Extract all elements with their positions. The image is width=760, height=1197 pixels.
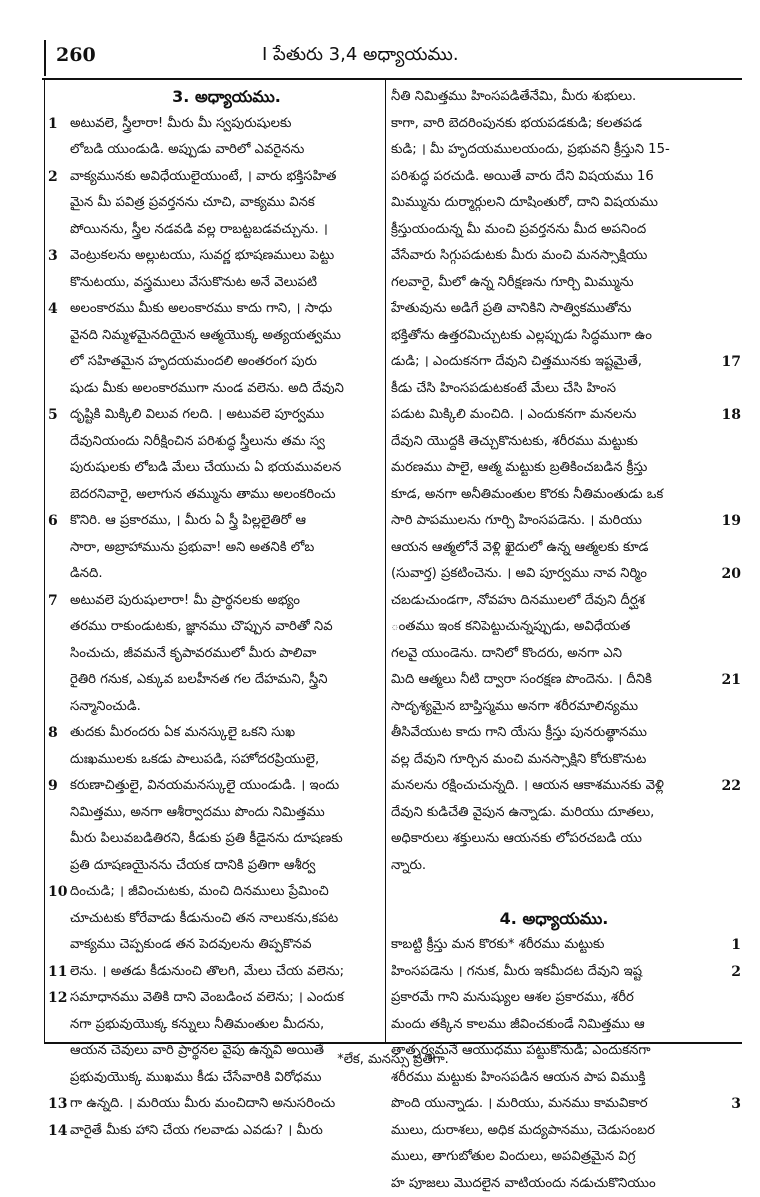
text-line (48, 190, 383, 217)
line-text: డినది. (70, 566, 103, 581)
text-line (391, 296, 741, 323)
text-line (391, 667, 741, 694)
text-line (48, 535, 383, 562)
text-line (391, 535, 741, 562)
line-text: సమాధానము వెతికి దాని వెంబడించ వలెను; । ఎందుక (70, 990, 344, 1005)
left-column (48, 84, 383, 1144)
line-text: షుడు మీకు అలంకారముగా నుండ వలెను. అది దేవుని (70, 381, 344, 396)
text-line (391, 853, 741, 880)
text-line (391, 773, 741, 800)
line-text: ప్రకారమే గాని మనుష్యుల ఆశల ప్రకారము, శరీర (391, 990, 634, 1005)
text-line (48, 906, 383, 933)
verse-number: 20 (722, 561, 741, 588)
text-line (391, 137, 741, 164)
text-line (48, 402, 383, 429)
text-line (48, 111, 383, 138)
chapter-heading (48, 84, 383, 111)
text-line (48, 270, 383, 297)
line-text: నిమిత్తము, అనగా ఆశీర్వాదము పొందు నిమిత్తము (70, 805, 325, 820)
line-text: చూచుటకు కోరేవాడు కీడునుంచి తన నాలుకను,కపట (70, 911, 338, 926)
line-text: తరము రాకుండుటకు, జ్ఞానము చొప్పున వారితో నివ (70, 619, 333, 634)
line-text: ప్రతి దూషణయైనను చేయక దానికి ప్రతిగా ఆశీర్వ (70, 858, 315, 873)
line-text: దృష్టికి మిక్కిలి విలువ గలది. । అటువలె పూర్వము (70, 407, 324, 422)
verse-number: 9 (48, 773, 58, 800)
line-text: ఆయన చెవులు వారి ప్రార్థనల వైపు ఉన్నవి అయితే (70, 1043, 324, 1058)
text-line (48, 720, 383, 747)
verse-number: 7 (48, 588, 58, 615)
text-line (391, 482, 741, 509)
text-line (391, 217, 741, 244)
line-text: తీసివేయుట కాదు గాని యేసు క్రీస్తు పునరుత్థానము (391, 725, 647, 740)
text-line (391, 747, 741, 774)
line-text: లో సహితమైన హృదయమందలి అంతరంగ పురు (70, 354, 317, 369)
line-text: మైన మీ పవిత్ర ప్రవర్తనను చూచి, వాక్యము వినక (70, 195, 315, 210)
text-line (48, 932, 383, 959)
line-text: నగా ప్రభువుయొక్క కన్నులు నీతిమంతుల మీదను, (70, 1017, 324, 1032)
line-text: శరీరము మట్టుకు హింసపడిన ఆయన పాప విముక్తి (391, 1070, 645, 1085)
line-text: కూడ, అనగా అనీతిమంతుల కొరకు నీతిమంతుడు ఒక (391, 487, 663, 502)
line-text: అటువలె పురుషులారా! మీ ప్రార్థనలకు అభ్యం (70, 593, 300, 608)
text-line (391, 323, 741, 350)
column-divider (385, 80, 386, 1042)
line-text: ప్రభువుయొక్క ముఖము కీడు చేసేవారికి విరోధము (70, 1070, 321, 1085)
line-text: లోబడి యుండుడి. అప్పుడు వారిలో ఎవరైనను (70, 142, 304, 157)
text-line (48, 959, 383, 986)
text-line (391, 164, 741, 191)
text-line (48, 1012, 383, 1039)
text-line (48, 694, 383, 721)
text-line (391, 508, 741, 535)
text-line (391, 959, 741, 986)
verse-number: 13 (48, 1091, 67, 1118)
line-text: సించుచు, జీవమనే కృపావరములో మీరు పాలివా (70, 646, 316, 661)
text-line (48, 455, 383, 482)
line-text: కుడి; । మీ హృదయములయందు, ప్రభువని క్రీస్తుని 15- (391, 142, 670, 157)
text-line (391, 243, 741, 270)
line-text: ఆయన ఆత్మలోనే వెళ్లి ఖైదులో ఉన్న ఆత్మలకు కూడ (391, 540, 648, 555)
text-line (391, 84, 741, 111)
line-text: బెదరనివారై, అలాగున తమ్మును తాము అలంకరించు (70, 487, 336, 502)
text-line (48, 323, 383, 350)
line-text: గా ఉన్నది. । మరియు మీరు మంచిదాని అనుసరించు (70, 1096, 335, 1111)
text-line (391, 1144, 741, 1171)
line-text: గలవారై, మీలో ఉన్న నిరీక్షణను గూర్చి మిమ్మును (391, 275, 634, 290)
page-header (42, 38, 732, 74)
chapter-heading (391, 906, 741, 933)
text-line (391, 455, 741, 482)
text-line (391, 1118, 741, 1145)
line-text: న్నారు. (391, 858, 426, 873)
verse-number: 11 (48, 959, 67, 986)
text-line (48, 164, 383, 191)
verse-number: 18 (722, 402, 741, 429)
text-line (48, 217, 383, 244)
line-text: నీతి నిమిత్తము హింసపడితేనేమి, మీరు శుభులు. (391, 89, 636, 104)
line-text: దుఃఖములకు ఒకడు పాలుపడి, సహోదరప్రియులై, (70, 752, 319, 767)
line-text: తుదకు మీరందరు ఏక మనస్కులై ఒకని సుఖ (70, 725, 295, 740)
text-line (391, 588, 741, 615)
verse-number: 1 (48, 111, 58, 138)
line-text: మరణము పాలై, ఆత్మ మట్టుకు బ్రతికించబడిన క్రీస్తు (391, 460, 647, 475)
text-line (391, 429, 741, 456)
text-line (48, 1091, 383, 1118)
text-line (48, 747, 383, 774)
line-text: హేతువును అడిగే ప్రతి వానికిని సాత్వికముతోను (391, 301, 631, 316)
line-text: సన్మానించుడి. (70, 699, 141, 714)
line-text: దేవుని యొద్దకి తెచ్చుకొనుటకు, శరీరము మట్టుకు (391, 434, 638, 449)
text-line (391, 826, 741, 853)
line-text: అలంకారము మీకు అలంకారము కాదు గాని, । సాధు (70, 301, 332, 316)
text-line (48, 508, 383, 535)
line-text: పరిశుద్ధ పరచుడి. అయితే వారు దేని విషయము 16 (391, 169, 654, 184)
text-line (391, 402, 741, 429)
line-text: కాబట్టి క్రీస్తు మన కొరకు* శరీరము మట్టుకు (391, 937, 604, 952)
left-border-rule (44, 80, 45, 1042)
line-text: భక్తితోను ఉత్తరమిచ్చుటకు ఎల్లప్పుడు సిద్ధముగా ఉం (391, 328, 652, 343)
line-text: చబడుచుండగా, నోవహు దినములలో దేవుని దీర్ఘశ (391, 593, 645, 608)
text-line (391, 111, 741, 138)
verse-number: 12 (48, 985, 67, 1012)
line-text: వెంట్రుకలను అల్లుటయు, సువర్ణ భూషణములు పెట్టు (70, 248, 334, 263)
verse-number: 1 (731, 932, 741, 959)
line-text: ములు, దురాశలు, అధిక మద్యపానము, చెడుసంబర (391, 1123, 655, 1138)
line-text: కరుణాచిత్తులై, వినయమనస్కులై యుండుడి. । ఇందు (70, 778, 339, 793)
text-line (391, 879, 741, 906)
line-text: కొనిరి. ఆ ప్రకారము, । మీరు ఏ స్త్రీ పిల్లలైతిరో ఆ (70, 513, 306, 528)
text-line (48, 561, 383, 588)
text-line (48, 641, 383, 668)
verse-number: 2 (731, 959, 741, 986)
line-text: లెను. । అతడు కీడునుంచి తొలగి, మేలు చేయ వలెను; (70, 964, 344, 979)
text-line (48, 349, 383, 376)
text-line (391, 1171, 741, 1197)
line-text: వైనది నిమ్మళమైనదియైన ఆత్మయొక్క అత్యయత్వము (70, 328, 341, 343)
text-line (48, 985, 383, 1012)
line-text: పోయినను, స్త్రీల నడవడి వల్ల రాబట్టబడవచ్చును. । (70, 222, 328, 237)
text-line (48, 667, 383, 694)
verse-number: 17 (722, 349, 741, 376)
text-line (391, 376, 741, 403)
line-text: దేవుని కుడిచేతి వైపున ఉన్నాడు. మరియు దూతలు, (391, 805, 654, 820)
text-line (48, 773, 383, 800)
line-text: ములు, తాగుబోతుల విందులు, అపవిత్రమైన విగ్ర (391, 1149, 635, 1164)
line-text: కీడు చేసి హింసపడుటకంటే మేలు చేసి హింస (391, 381, 616, 396)
line-text: దించుడి; । జీవించుటకు, మంచి దినములు ప్రేమించి (70, 884, 329, 899)
verse-number: 10 (48, 879, 67, 906)
line-text: అధికారులు శక్తులును ఆయనకు లోపరచబడి యు (391, 831, 642, 846)
line-text: తాత్పర్యమనే ఆయుధము పట్టుకొనుడి; ఎందుకనగా (391, 1043, 650, 1058)
text-line (48, 482, 383, 509)
line-text: కాగా, వారి బెదరింపునకు భయపడకుడి; కలతపడ (391, 116, 642, 131)
text-line (48, 853, 383, 880)
text-line (391, 694, 741, 721)
right-column (391, 84, 741, 1197)
text-line (48, 800, 383, 827)
verse-number: 3 (48, 243, 58, 270)
line-text: మందు తక్కిన కాలము జీవించకుండే నిమిత్తము ఆ (391, 1017, 645, 1032)
text-line (391, 641, 741, 668)
line-text: సారి పాపములను గూర్చి హింసపడెను. । మరియు (391, 513, 642, 528)
text-line (391, 932, 741, 959)
text-line (391, 190, 741, 217)
verse-number: 2 (48, 164, 58, 191)
text-line (48, 588, 383, 615)
line-text: వేసేవారు సిగ్గుపడుటకు మీరు మంచి మనస్సాక్షియు (391, 248, 647, 263)
line-text: వారైతే మీకు హాని చేయ గలవాడు ఎవడు? । మీరు (70, 1123, 323, 1138)
footer-rule (44, 1042, 742, 1044)
verse-number: 6 (48, 508, 58, 535)
verse-number: 19 (722, 508, 741, 535)
footnote: *లేక, మనస్సు ప్రతిగా. (44, 1052, 742, 1070)
text-line (391, 720, 741, 747)
running-title: I పేతురు 3,4 అధ్యాయము. (262, 44, 459, 69)
line-text: గలవై యుండెను. దానిలో కొందరు, అనగా ఎని (391, 646, 622, 661)
line-text: సాదృశ్యమైన బాప్తిస్మము అనగా శరీరమాలిన్యము (391, 699, 638, 714)
line-text: 4. అధ్యాయము. (500, 909, 609, 928)
header-rule (42, 78, 742, 80)
line-text: అటువలె, స్త్రీలారా! మీరు మీ స్వపురుషులకు (70, 116, 291, 131)
line-text: (సువార్త) ప్రకటించెను. । అవి పూర్వము నావ నిర్మిం (391, 566, 647, 581)
line-text: రైతిరి గనుక, ఎక్కువ బలహీనత గల దేహమని, స్త్రీని (70, 672, 328, 687)
page-number: 260 (56, 44, 96, 66)
line-text: ంతము ఇంక కనిపెట్టుచున్నప్పుడు, అవిధేయత (391, 619, 630, 634)
text-line (48, 137, 383, 164)
text-line (48, 614, 383, 641)
line-text: మీరు పిలువబడితిరని, కీడుకు ప్రతి కీడైనను దూషణకు (70, 831, 343, 846)
line-text: పురుషులకు లోబడి మేలు చేయుచు ఏ భయమువలన (70, 460, 341, 475)
line-text: కొనుటయు, వస్త్రములు వేసుకొనుట అనే వెలుపటి (70, 275, 317, 290)
text-line (48, 1118, 383, 1145)
verse-number: 14 (48, 1118, 67, 1145)
verse-number: 3 (731, 1091, 741, 1118)
verse-number: 8 (48, 720, 58, 747)
text-line (391, 1012, 741, 1039)
line-text: మనలను రక్షించుచున్నది. । ఆయన ఆకాశమునకు వెళ్లి (391, 778, 664, 793)
line-text: మిది ఆత్మలు నీటి ద్వారా సంరక్షణ పొందెను. । దీనికి (391, 672, 652, 687)
text-line (391, 561, 741, 588)
text-line (48, 826, 383, 853)
text-line (391, 349, 741, 376)
verse-number: 21 (722, 667, 741, 694)
line-text: పడుట మిక్కిలి మంచిది. । ఎందుకనగా మనలను (391, 407, 636, 422)
line-text: సారా, అబ్రాహామును ప్రభువా! అని అతనికి లోబ (70, 540, 314, 555)
verse-number: 5 (48, 402, 58, 429)
line-text: క్రీస్తుయందున్న మీ మంచి ప్రవర్తనను మీద అపనింద (391, 222, 646, 237)
line-text: హ పూజలు మొదలైన వాటియందు నడుచుకొనియుం (391, 1176, 656, 1191)
line-text: డుడి; । ఎందుకనగా దేవుని చిత్తమునకు ఇష్టమైతే, (391, 354, 642, 369)
line-text: వాక్యమునకు అవిధేయులైయుంటే, । వారు భక్తిసహిత (70, 169, 336, 184)
header-divider (44, 40, 46, 76)
text-line (48, 243, 383, 270)
text-line (391, 614, 741, 641)
line-text: వల్ల దేవుని గూర్చిన మంచి మనస్సాక్షిని కోరుకొనుట (391, 752, 646, 767)
line-text: వాక్యము చెప్పకుండ తన పెదవులను తిప్పకొనవ (70, 937, 311, 952)
text-line (391, 270, 741, 297)
text-line (48, 296, 383, 323)
line-text: మిమ్మును దుర్మార్గులని దూషింతురో, దాని విషయము (391, 195, 658, 210)
text-line (48, 376, 383, 403)
line-text: పొంది యున్నాడు. । మరియు, మనము కామవికార (391, 1096, 648, 1111)
text-line (48, 429, 383, 456)
text-line (391, 985, 741, 1012)
text-line (391, 800, 741, 827)
text-line (48, 879, 383, 906)
line-text: హింసపడెను । గనుక, మీరు ఇకమీదట దేవుని ఇష్ట (391, 964, 642, 979)
text-line (391, 1091, 741, 1118)
line-text: 3. అధ్యాయము. (172, 87, 281, 106)
verse-number: 22 (722, 773, 741, 800)
verse-number: 4 (48, 296, 58, 323)
line-text: దేవునియందు నిరీక్షించిన పరిశుద్ధ స్త్రీలును తమ స్వ (70, 434, 325, 449)
